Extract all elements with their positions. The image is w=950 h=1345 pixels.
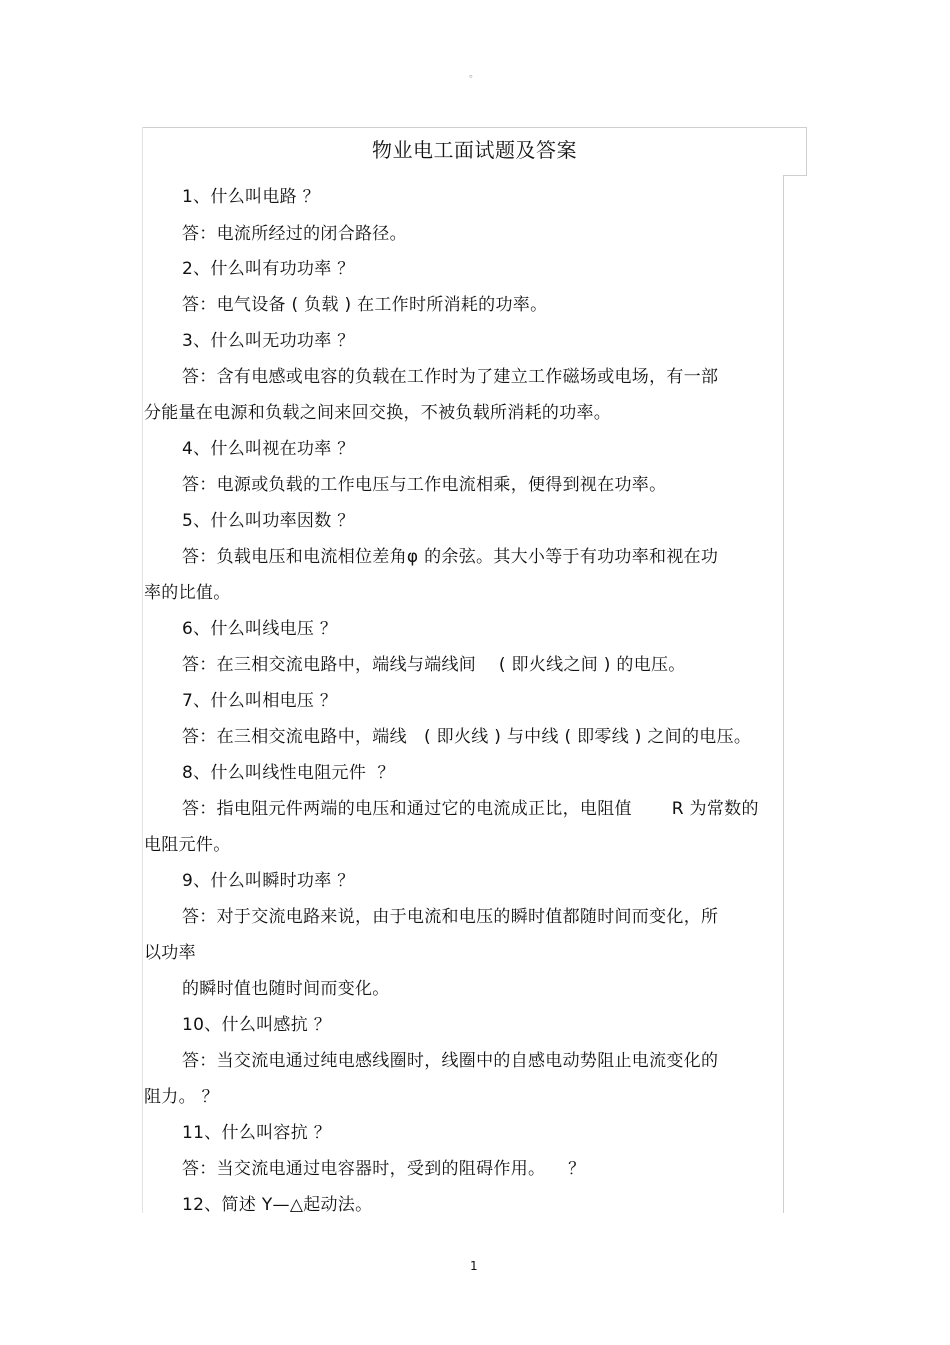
answer-5-line-2: 率的比值。 [144, 583, 231, 603]
answer-9-line-3: 的瞬时值也随时间而变化。 [182, 979, 390, 999]
question-7: 7、什么叫相电压 ？ [182, 691, 338, 711]
answer-8-line-2: 电阻元件。 [144, 835, 231, 855]
question-12: 12、简述 Y—△起动法。 [182, 1195, 373, 1215]
answer-1: 答：电流所经过的闭合路径。 [182, 224, 407, 244]
answer-9-line-2: 以功率 [144, 943, 196, 963]
question-2: 2、什么叫有功功率 ？ [182, 259, 355, 279]
answer-4: 答：电源或负载的工作电压与工作电流相乘，便得到视在功率。 [182, 475, 667, 495]
answer-10-line-1: 答：当交流电通过纯电感线圈时，线圈中的自感电动势阻止电流变化的 [182, 1051, 719, 1071]
answer-5-line-1: 答：负载电压和电流相位差角φ 的余弦。其大小等于有功功率和视在功 [182, 547, 719, 567]
question-8: 8、什么叫线性电阻元件 ？ [182, 763, 395, 783]
answer-9-line-1: 答：对于交流电路来说，由于电流和电压的瞬时值都随时间而变化，所 [182, 907, 719, 927]
answer-11: 答：当交流电通过电容器时，受到的阻碍作用。 ？ [182, 1159, 586, 1179]
page-number: 1 [470, 1259, 478, 1273]
answer-2: 答：电气设备 ( 负载 ) 在工作时所消耗的功率。 [182, 295, 548, 315]
question-11: 11、什么叫容抗 ？ [182, 1123, 332, 1143]
answer-7: 答：在三相交流电路中，端线 ( 即火线 ) 与中线 ( 即零线 ) 之间的电压。 [182, 727, 752, 747]
page-frame-right [783, 175, 784, 1213]
document-title: 物业电工面试题及答案 [372, 138, 577, 162]
header-dot: 。 [469, 69, 479, 80]
page-frame-left [142, 127, 143, 1213]
question-4: 4、什么叫视在功率 ？ [182, 439, 355, 459]
question-10: 10、什么叫感抗 ？ [182, 1015, 332, 1035]
answer-3-line-1: 答：含有电感或电容的负载在工作时为了建立工作磁场或电场，有一部 [182, 367, 719, 387]
answer-6: 答：在三相交流电路中，端线与端线间 ( 即火线之间 ) 的电压。 [182, 655, 686, 675]
page-frame-tab [784, 175, 807, 176]
answer-8-line-1: 答：指电阻元件两端的电压和通过它的电流成正比，电阻值 R 为常数的 [182, 799, 759, 819]
question-9: 9、什么叫瞬时功率 ？ [182, 871, 355, 891]
question-5: 5、什么叫功率因数 ？ [182, 511, 355, 531]
question-1: 1、什么叫电路 ？ [182, 187, 320, 207]
answer-10-line-2: 阻力。 ？ [144, 1087, 219, 1107]
question-3: 3、什么叫无功功率 ？ [182, 331, 355, 351]
question-6: 6、什么叫线电压 ？ [182, 619, 338, 639]
answer-3-line-2: 分能量在电源和负载之间来回交换，不被负载所消耗的功率。 [144, 403, 612, 423]
